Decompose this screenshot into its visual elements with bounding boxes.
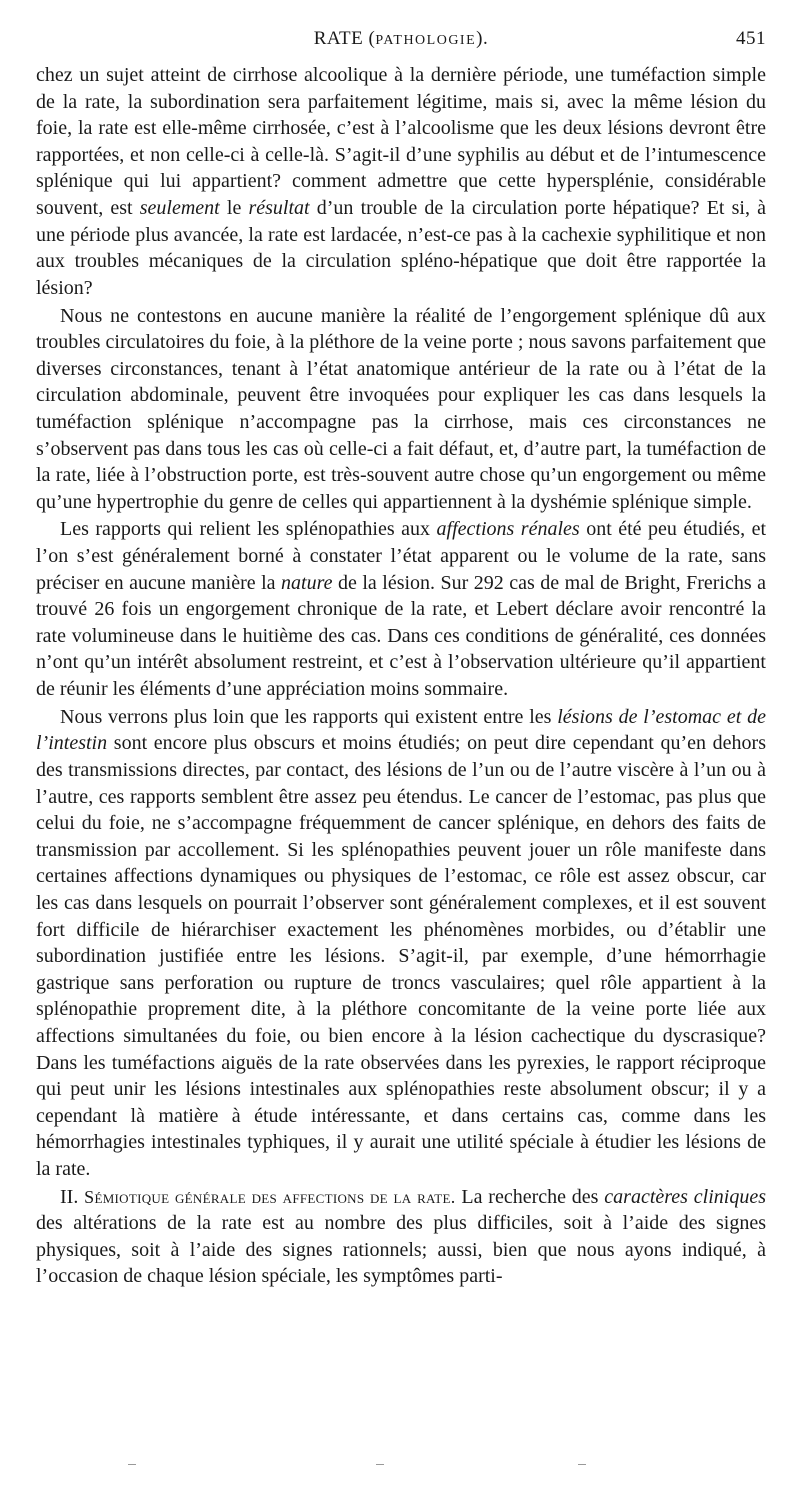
running-title-small-caps: PATHOLOGIE — [375, 33, 477, 48]
section-number: II. — [60, 1185, 85, 1208]
running-head — [36, 28, 766, 62]
paragraph-5-text: La recherche des — [455, 1185, 605, 1208]
paragraph-2: Nous ne contestons en aucune manière la réalité de l’engorgement splénique dû aux troubles circulatoires du foie, à la pléthore de la veine porte ; nous savons parfaitement que diverses circonstances, tenant à l’état anatomique antérieur de la rate ou à l’état de la circulation abdominale, peuvent être invoquées pour expliquer les cas dans lesquels la tuméfaction splénique n’accompagne pas la cirrhose, mais ces circonstances ne s’observent pas dans tous les cas où celle-ci a fait défaut, et, d’autre part, la tuméfaction de la rate, liée à l’obstruction porte, est très-souvent autre chose qu’un engorgement ou même qu’une hypertrophie du genre de celles qui appartiennent à la dyshémie splénique simple. — [36, 304, 766, 513]
page-body — [36, 28, 766, 1290]
paragraph-3 — [36, 516, 766, 702]
running-title-end: ). — [476, 28, 489, 49]
paragraph-5-emphasis-1: caractères cliniques — [604, 1185, 766, 1208]
paragraph-5-text-2: des altérations de la rate est au nombre des plus difficiles, soit à l’aide des signes physiques, soit à l’aide des signes rationnels; aussi, bien que nous ayons indiqué, à l’occasion de chaque lésion spéciale, les symptômes parti- — [36, 1212, 766, 1288]
bottom-mark-1 — [128, 1464, 136, 1465]
paragraph-1-emphasis-2: résultat — [248, 196, 310, 219]
paragraph-3-text-2: ont été peu étudiés, et l’on s’est généralement borné à constater l’état apparent ou le volume de la rate, sans préciser en aucune manière la — [36, 518, 767, 594]
paragraph-3-text-3: de la lésion. Sur 292 cas de mal de Bright, Frerichs a trouvé 26 fois un engorgement chronique de la rate, et Lebert déclare avoir rencontré la rate volumineuse dans le huitième des cas. Dans ces conditions de généralité, ces données n’ont qu’un intérêt absolument restreint, et c’est à l’observation ultérieure qu’il appartient de réunir les éléments d’une appréciation moins sommaire. — [36, 571, 766, 701]
paragraph-1 — [36, 62, 766, 301]
paragraph-1-text-2: le — [219, 196, 249, 219]
bottom-mark-3 — [578, 1464, 586, 1465]
running-title — [36, 28, 766, 50]
page-bottom-marks — [0, 1464, 800, 1474]
section-heading: Sémiotique générale des affections de la rate. — [84, 1186, 456, 1207]
page-number: 451 — [736, 28, 766, 49]
paragraph-4-emphasis-1: lésions de l’estomac et de l’intestin — [36, 705, 766, 755]
bottom-mark-2 — [376, 1464, 384, 1465]
paragraph-4 — [36, 704, 766, 1183]
paragraph-5 — [36, 1184, 766, 1290]
paragraph-4-text-2: sont encore plus obscurs et moins étudiés; on peut dire cependant qu’en dehors des transmissions directes, par contact, des lésions de l’un ou de l’autre viscère à l’un ou à l’autre, ces rapports semblent être assez peu étendus. Le cancer de l’estomac, pas plus que celui du foie, ne s’accompagne fréquemment de cancer splénique, en dehors des faits de transmission par accollement. Si les splénopathies peuvent jouer un rôle manifeste dans certaines affections dynamiques ou physiques de l’estomac, ce rôle est assez obscur, car les cas dans lesquels on pourrait l’observer sont généralement complexes, et il est souvent fort difficile de hiérarchiser exactement les phénomènes morbides, ou d’établir une subordination justifiée entre les lésions. S’agit-il, par exemple, d’une hémorrhagie gastrique sans perforation ou rupture de troncs vasculaires; quel rôle appartient à la splénopathie proprement dite, à la pléthore concomitante de la veine porte liée aux affections simultanées du foie, ou bien encore à la lésion cachectique du dyscrasique? Dans les tuméfactions aiguës de la rate observées dans les pyrexies, le rapport réciproque qui peut unir les lésions intestinales aux splénopathies reste absolument obscur; il y a cependant là matière à étude intéressante, et dans certains cas, comme dans les hémorrhagies intestinales typhiques, il y aurait une utilité spéciale à étudier les lésions de la rate. — [36, 732, 766, 1180]
running-title-main: RATE ( — [313, 28, 376, 49]
paragraph-3-emphasis-1: affections rénales — [436, 518, 580, 541]
paragraph-4-text: Nous verrons plus loin que les rapports qui existent entre les — [60, 705, 558, 728]
paragraph-1-text: chez un sujet atteint de cirrhose alcoolique à la dernière période, une tuméfaction simple de la rate, la subordination sera parfaitement légitime, mais si, avec la même lésion du foie, la rate est elle-même cirrhosée, c’est à l’alcoolisme que les deux lésions devront être rapportées, et non celle-ci à celle-là. S’agit-il d’une syphilis au début et de l’intumescence splénique qui lui appartient? comment admettre que cette hypersplénie, considérable souvent, est — [36, 64, 766, 219]
paragraph-1-text-3: d’un trouble de la circulation porte hépatique? Et si, à une période plus avancée, la rate est lardacée, n’est-ce pas à la cachexie syphilitique et non aux troubles mécaniques de la circulation spléno-hépatique que doit être rapportée la lésion? — [36, 196, 767, 299]
paragraph-1-emphasis-1: seulement — [139, 196, 220, 219]
paragraph-3-text: Les rapports qui relient les splénopathies aux — [60, 518, 437, 541]
paragraph-3-emphasis-2: nature — [281, 571, 333, 594]
